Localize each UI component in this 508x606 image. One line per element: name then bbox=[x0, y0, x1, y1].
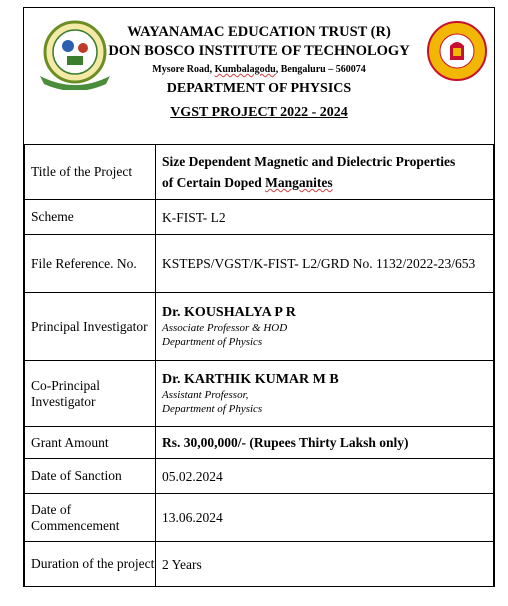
fileref-value: KSTEPS/VGST/K-FIST- L2/GRD No. 1132/2022-23/653 bbox=[156, 235, 494, 293]
table-row bbox=[25, 145, 494, 200]
duration-label: Duration of the project bbox=[25, 542, 156, 587]
fileref-label: File Reference. No. bbox=[25, 235, 156, 293]
sanction-value: 05.02.2024 bbox=[156, 459, 494, 494]
commence-label: Date of Commencement bbox=[25, 494, 156, 542]
copi-label: Co-Principal Investigator bbox=[25, 361, 156, 427]
duration-value: 2 Years bbox=[156, 542, 494, 587]
document-header bbox=[24, 8, 494, 144]
scheme-label: Scheme bbox=[25, 200, 156, 235]
pi-label: Principal Investigator bbox=[25, 293, 156, 361]
sanction-label: Date of Sanction bbox=[25, 459, 156, 494]
copi-value: Dr. KARTHIK KUMAR M B Assistant Professor, Department of Physics bbox=[156, 361, 494, 427]
table-row bbox=[25, 235, 494, 293]
scheme-value: K-FIST- L2 bbox=[156, 200, 494, 235]
trust-name: WAYANAMAC EDUCATION TRUST (R) bbox=[127, 24, 391, 40]
karnataka-emblem bbox=[426, 20, 488, 82]
institute-address: Mysore Road, Kumbalagodu, Bengaluru – 560074 bbox=[152, 64, 366, 75]
table-row bbox=[25, 293, 494, 361]
pi-value: Dr. KOUSHALYA P R Associate Professor & HOD Department of Physics bbox=[156, 293, 494, 361]
department-name: DEPARTMENT OF PHYSICS bbox=[166, 81, 352, 96]
commence-value: 13.06.2024 bbox=[156, 494, 494, 542]
table-row bbox=[25, 494, 494, 542]
table-row bbox=[25, 427, 494, 459]
project-details-table bbox=[24, 144, 494, 587]
table-row bbox=[25, 459, 494, 494]
table-row bbox=[25, 361, 494, 427]
title-value: Size Dependent Magnetic and Dielectric Properties of Certain Doped Manganites bbox=[156, 145, 494, 200]
grant-value: Rs. 30,00,000/- (Rupees Thirty Laksh only) bbox=[156, 427, 494, 459]
document-frame bbox=[23, 7, 495, 587]
grant-label: Grant Amount bbox=[25, 427, 156, 459]
institute-name: DON BOSCO INSTITUTE OF TECHNOLOGY bbox=[108, 43, 410, 59]
title-label: Title of the Project bbox=[25, 145, 156, 200]
table-row bbox=[25, 542, 494, 587]
project-heading: VGST PROJECT 2022 - 2024 bbox=[170, 105, 348, 120]
table-row bbox=[25, 200, 494, 235]
